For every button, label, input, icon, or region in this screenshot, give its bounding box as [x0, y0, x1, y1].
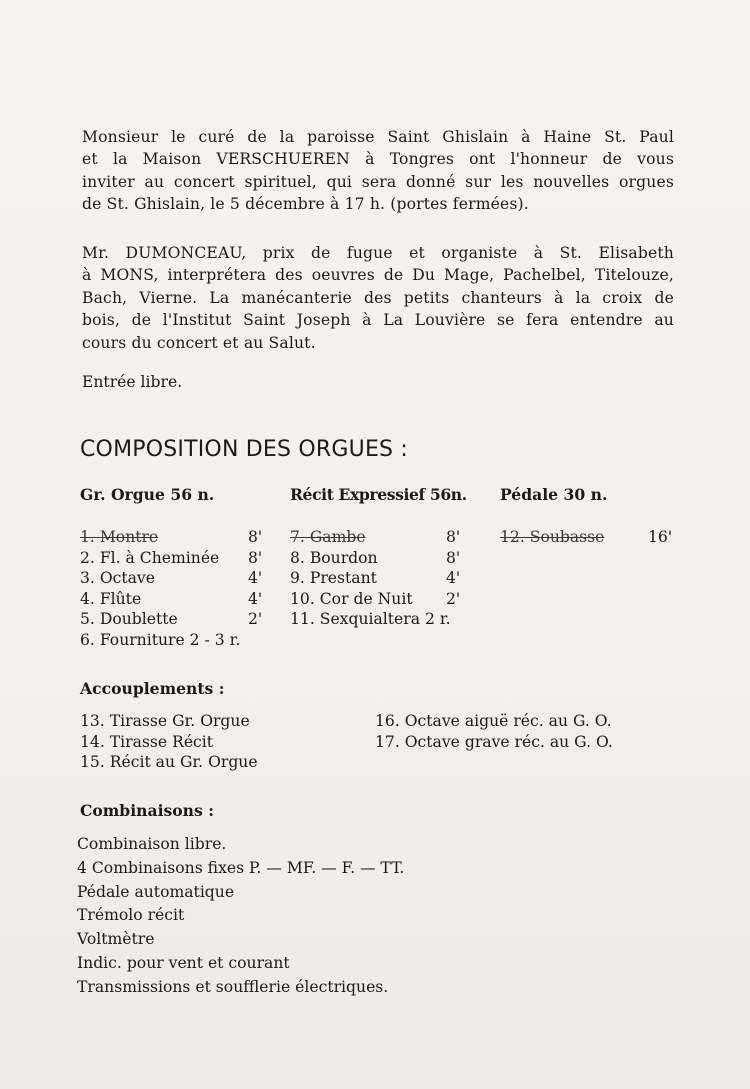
column-heading-pedale: Pédale 30 n.: [500, 485, 608, 504]
program-line: Mr. DUMONCEAU, prix de fugue et organiste à St. Elisabeth: [82, 244, 674, 262]
stop-name: 1. Montre: [80, 528, 159, 546]
program-paragraph: [82, 242, 674, 354]
list-item: 15. Récit au Gr. Orgue: [80, 753, 258, 771]
entry-note: Entrée libre.: [82, 373, 183, 391]
stop-row: [290, 609, 470, 630]
stop-row: [290, 527, 470, 548]
stop-row: [290, 568, 470, 589]
stop-size: 2': [248, 610, 263, 628]
pedale-stop-list: [500, 527, 680, 548]
stop-name: 12. Soubasse: [500, 528, 605, 546]
recit-stop-list: [290, 527, 470, 630]
list-item: 4 Combinaisons fixes P. — MF. — F. — TT.: [77, 858, 405, 877]
list-item: 14. Tirasse Récit: [80, 732, 214, 751]
stop-name: 2. Fl. à Cheminée: [80, 548, 220, 567]
combinaisons-heading: Combinaisons :: [80, 801, 214, 820]
stop-size: 4': [446, 569, 461, 587]
composition-heading: COMPOSITION DES ORGUES :: [80, 437, 409, 462]
stop-name: 10. Cor de Nuit: [290, 589, 413, 608]
list-item: Trémolo récit: [77, 906, 185, 925]
stop-size: 8': [248, 548, 263, 567]
list-item: Voltmètre: [77, 930, 155, 949]
combinaisons-list: [77, 833, 404, 1000]
column-heading-recit: Récit Expressief 56n.: [290, 485, 467, 504]
list-item: Indic. pour vent et courant: [77, 953, 290, 972]
stop-name: 7. Gambe: [290, 528, 366, 546]
program-line: Bach, Vierne. La manécanterie des petits chanteurs à la croix de: [82, 288, 674, 307]
stop-size: 4': [248, 569, 263, 587]
invitation-paragraph: [82, 126, 674, 216]
accouplements-heading: Accouplements :: [80, 679, 225, 698]
stop-name: 11. Sexquialtera 2 r.: [290, 610, 451, 628]
stop-size: 8': [248, 528, 263, 546]
stop-row: [290, 589, 470, 610]
stop-size: 4': [248, 589, 263, 608]
stop-row: [80, 630, 270, 651]
invitation-line: Monsieur le curé de la paroisse Saint Ghislain à Haine St. Paul: [82, 128, 674, 146]
stop-name: 6. Fourniture 2 - 3 r.: [80, 630, 241, 649]
list-item: 16. Octave aiguë réc. au G. O.: [375, 712, 612, 730]
stop-row: [80, 568, 270, 589]
stop-name: 8. Bourdon: [290, 548, 378, 567]
stop-row: [80, 548, 270, 569]
column-heading-grand-orgue: Gr. Orgue 56 n.: [80, 485, 215, 504]
stop-row: [80, 527, 270, 548]
stop-row: [80, 589, 270, 610]
accouplements-list-left: [80, 711, 258, 773]
list-item: Pédale automatique: [77, 882, 235, 901]
list-item: 17. Octave grave réc. au G. O.: [375, 732, 613, 751]
program-line: bois, de l'Institut Saint Joseph à La Louvière se fera entendre au: [82, 311, 674, 330]
stop-row: [290, 548, 470, 569]
invitation-line: et la Maison VERSCHUEREN à Tongres ont l'honneur de vous: [82, 150, 674, 169]
stop-size: 2': [446, 589, 461, 608]
list-item: Transmissions et soufflerie électriques.: [77, 977, 389, 996]
stop-size: 16': [648, 528, 673, 546]
accouplements-list-right: [375, 711, 613, 752]
stop-name: 4. Flûte: [80, 589, 142, 608]
list-item: Combinaison libre.: [77, 835, 227, 853]
list-item: 13. Tirasse Gr. Orgue: [80, 712, 250, 730]
stop-name: 3. Octave: [80, 569, 155, 587]
stop-name: 9. Prestant: [290, 569, 377, 587]
invitation-line: inviter au concert spirituel, qui sera donné sur les nouvelles orgues: [82, 172, 674, 191]
stop-size: 8': [446, 548, 461, 567]
stop-size: 8': [446, 528, 461, 546]
stop-row: [500, 527, 680, 548]
stop-name: 5. Doublette: [80, 610, 178, 628]
program-line: à MONS, interprétera des oeuvres de Du Mage, Pachelbel, Titelouze,: [82, 266, 674, 285]
invitation-line: de St. Ghislain, le 5 décembre à 17 h. (portes fermées).: [82, 195, 529, 214]
stop-row: [80, 609, 270, 630]
program-line: cours du concert et au Salut.: [82, 333, 316, 352]
grand-orgue-stop-list: [80, 527, 270, 650]
